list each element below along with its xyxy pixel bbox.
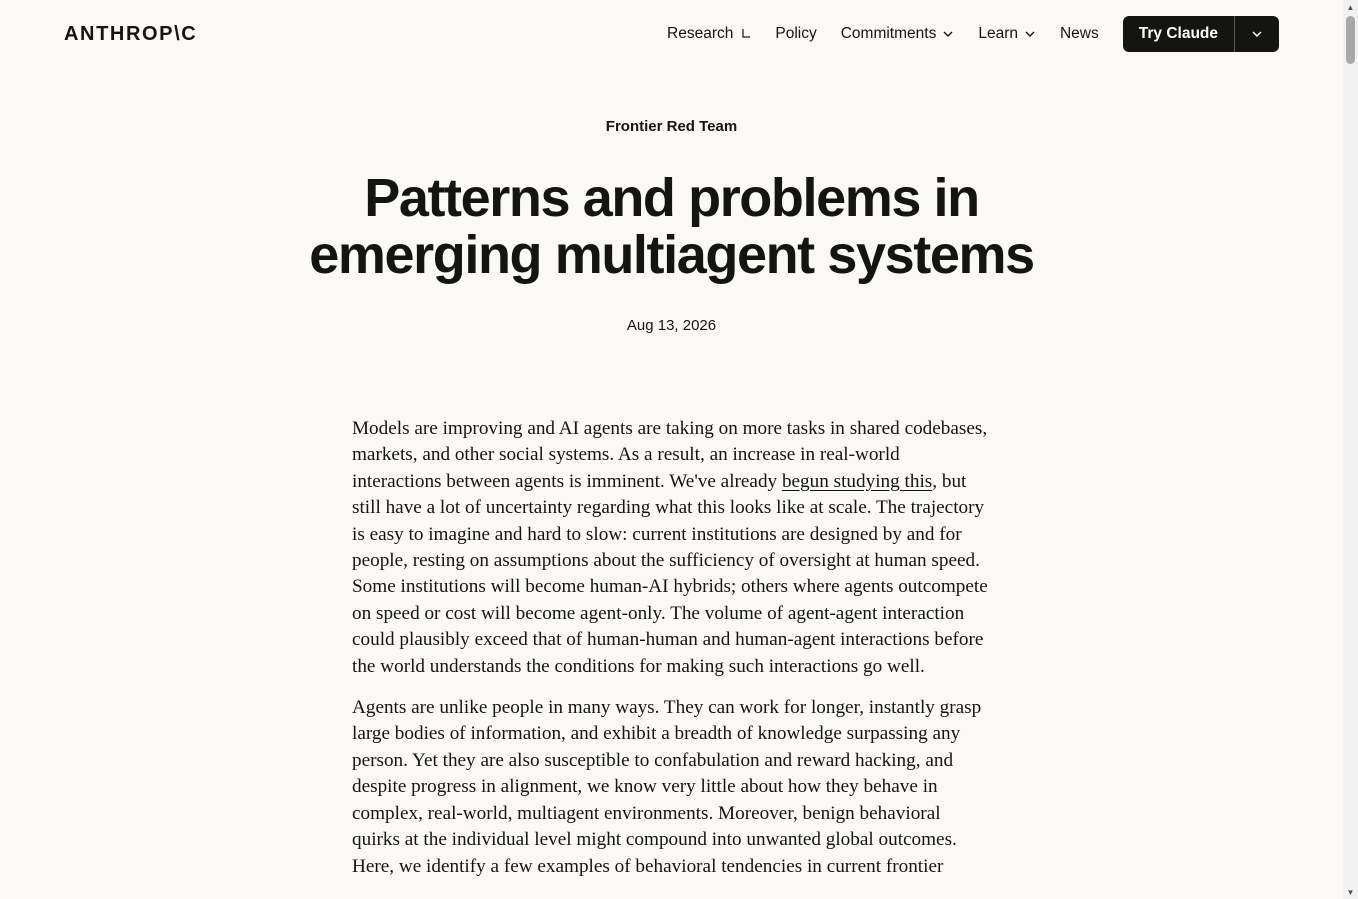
scrollbar-thumb[interactable] bbox=[1346, 16, 1355, 64]
article-category[interactable]: Frontier Red Team bbox=[605, 118, 738, 135]
nav-policy[interactable] bbox=[775, 24, 816, 44]
anthropic-logo[interactable]: ANTHROP\C bbox=[64, 23, 198, 45]
scroll-down-arrow-icon[interactable]: ▼ bbox=[1346, 887, 1355, 897]
vertical-scrollbar[interactable] bbox=[1343, 0, 1358, 899]
nav-commitments-label: Commitments bbox=[840, 25, 937, 42]
nav-news-label: News bbox=[1059, 25, 1099, 42]
main-nav bbox=[667, 16, 1279, 52]
site-header bbox=[0, 0, 1343, 68]
chevron-down-icon bbox=[942, 28, 954, 40]
try-claude-group bbox=[1123, 16, 1279, 52]
page-title bbox=[0, 170, 1343, 284]
nav-news[interactable] bbox=[1060, 24, 1099, 44]
nav-learn-label: Learn bbox=[978, 25, 1018, 42]
nav-policy-label: Policy bbox=[775, 25, 817, 42]
chevron-down-icon bbox=[1024, 28, 1036, 40]
paragraph-1-text-b: , but still have a lot of uncertainty regarding what this looks like at scale. The trajectory is easy to imagine and hard to slow: current institutions are designed by and for people, resting on assumptions about the sufficiency of oversight at human speed. Some institutions will become human-AI hybrids; others where agents outcompete on speed or cost will become agent-only. The volume of agent-agent interaction could plausibly exceed that of human-human and human-agent interactions before the world understands the conditions for making such interactions go well. bbox=[352, 470, 988, 677]
paragraph-2: Agents are unlike people in many ways. They can work for longer, instantly grasp large bodies of information, and exhibit a breadth of knowledge surpassing any person. Yet they are also susceptible to confabulation and reward hacking, and despite progress in alignment, we know very little about how they behave in complex, real-world, multiagent environments. Moreover, benign behavioral quirks at the individual level might compound into unwanted global outcomes. Here, we identify a few examples of behavioral tendencies in current frontier bbox=[352, 697, 982, 877]
title-line-1: Patterns and problems in bbox=[364, 168, 979, 228]
nav-research[interactable] bbox=[667, 24, 751, 44]
paragraph-1-text-a: Models are improving and AI agents are taking on more tasks in shared codebases, markets, and other social systems. As a result, an increase in real-world interactions between agents is imminent. We've already bbox=[352, 418, 988, 492]
title-line-2: emerging multiagent systems bbox=[309, 225, 1034, 285]
article-body bbox=[352, 416, 992, 895]
nav-learn[interactable] bbox=[978, 24, 1036, 44]
begun-studying-link[interactable]: begun studying this bbox=[781, 470, 933, 492]
try-claude-dropdown-button[interactable] bbox=[1235, 16, 1279, 52]
nav-commitments[interactable] bbox=[841, 24, 955, 44]
publish-date: Aug 13, 2026 bbox=[626, 317, 717, 334]
chevron-down-icon bbox=[1251, 28, 1263, 40]
scroll-up-arrow-icon[interactable]: ▲ bbox=[1346, 2, 1355, 12]
try-claude-button[interactable]: Try Claude bbox=[1138, 25, 1218, 42]
paragraph-1 bbox=[352, 416, 992, 680]
external-link-icon bbox=[741, 28, 751, 40]
nav-research-label: Research bbox=[667, 25, 734, 42]
